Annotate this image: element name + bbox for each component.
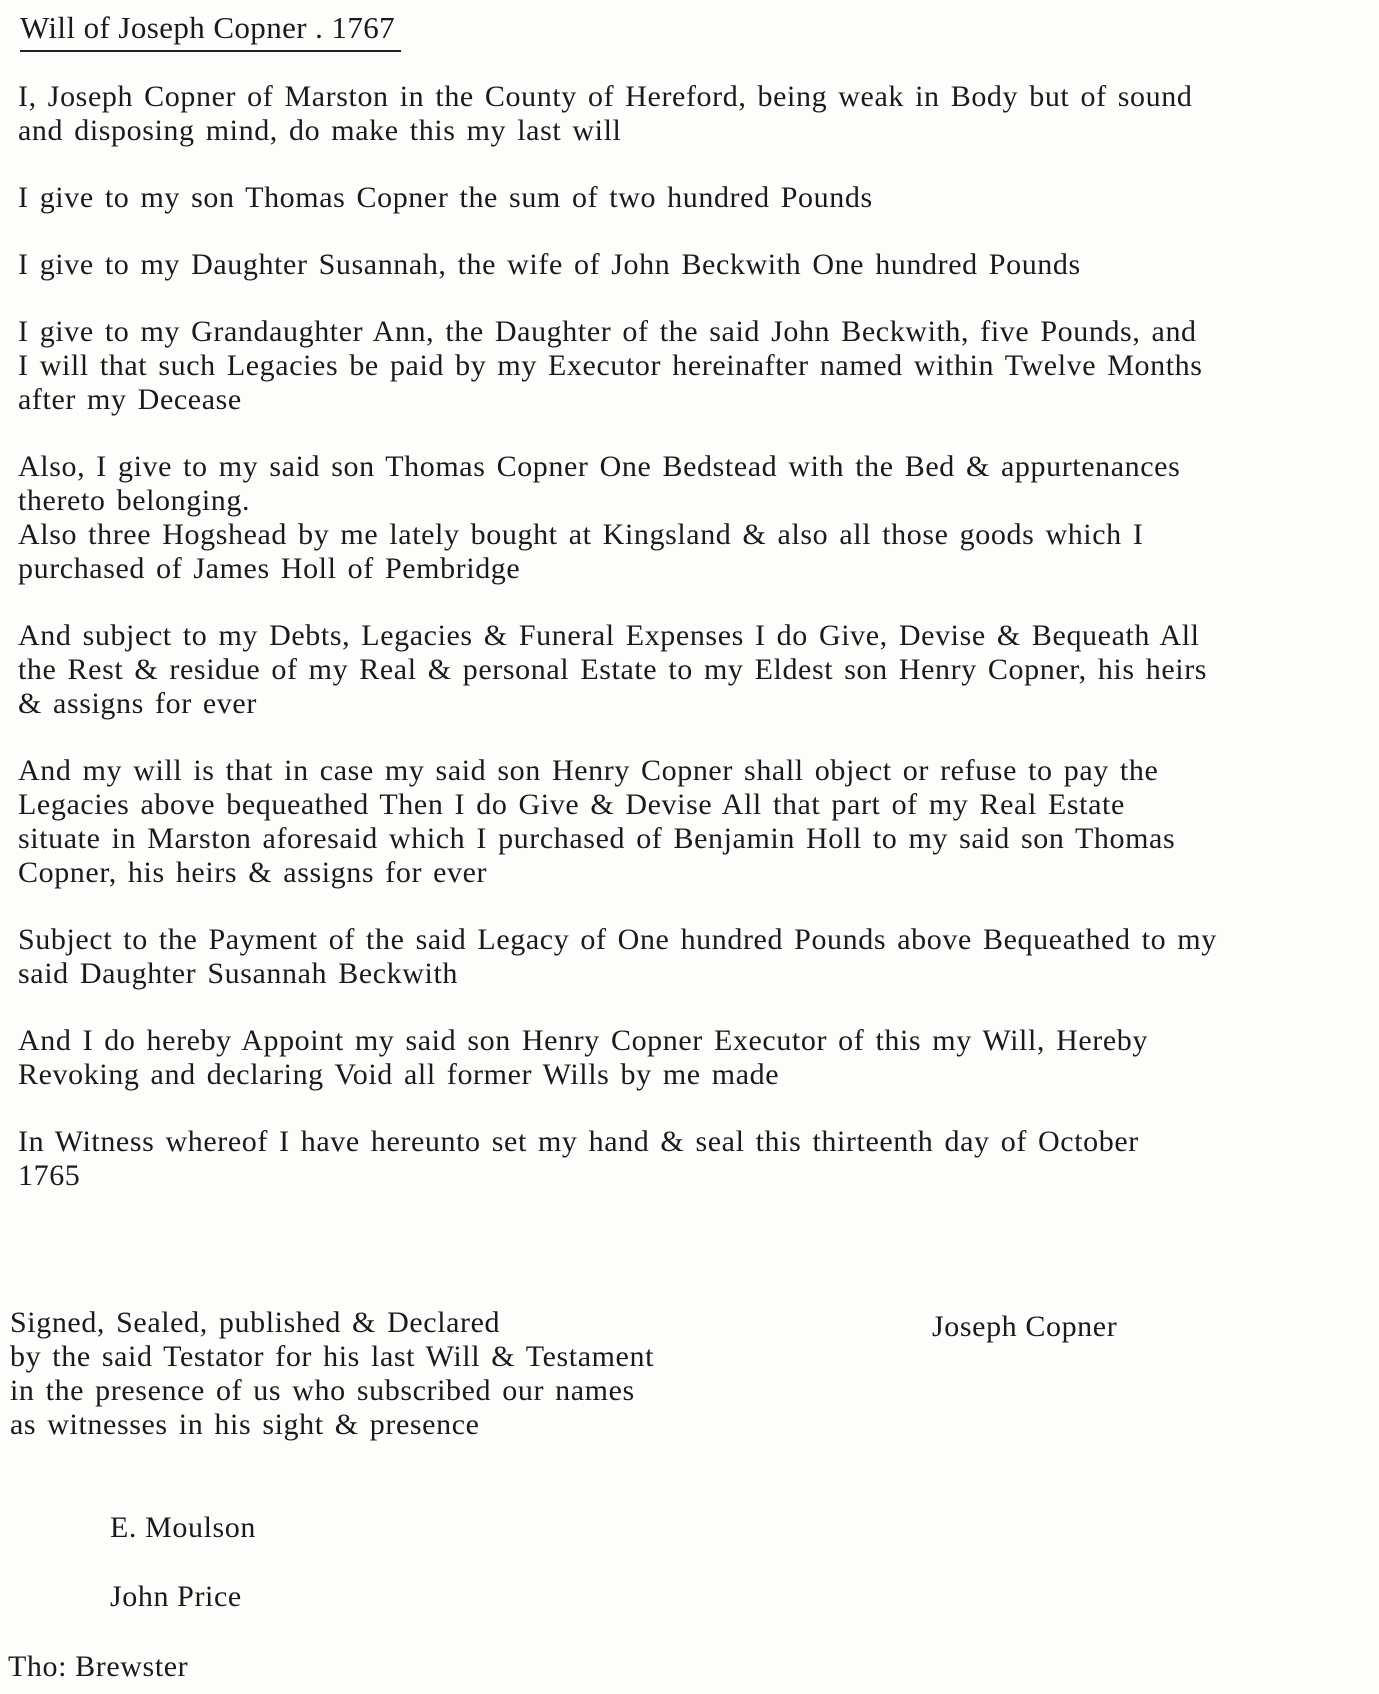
text-line: And my will is that in case my said son Henry Copner shall object or refuse to pay the [18,754,1159,787]
testator-signature: Joseph Copner [932,1310,1118,1343]
will-body [18,80,1363,1226]
paragraph-opening [18,80,1363,148]
text-line: said Daughter Susannah Beckwith [18,957,459,990]
text-line: thereto belonging. [18,484,251,517]
text-line: in the presence of us who subscribed our names [10,1374,635,1407]
paragraph-bequest-ann [18,315,1363,417]
text-line: I, Joseph Copner of Marston in the County of Hereford, being weak in Body but of sound [18,80,1193,113]
witness-name: E. Moulson [110,1511,257,1544]
paragraph-bequest-susannah [18,248,1363,282]
text-line: Legacies above bequeathed Then I do Give & Devise All that part of my Real Estate [18,788,1125,821]
witness-name: Tho: Brewster [8,1650,189,1683]
text-line: and disposing mind, do make this my last will [18,114,622,147]
paragraph-bedstead-hogshead [18,450,1363,586]
text-line: I give to my son Thomas Copner the sum of two hundred Pounds [18,181,873,214]
paragraph-witness-clause [18,1125,1363,1193]
text-line: purchased of James Holl of Pembridge [18,552,521,585]
text-line: 1765 [18,1159,81,1192]
text-line: Also, I give to my said son Thomas Copner One Bedstead with the Bed & appurtenances [18,450,1181,483]
text-line: situate in Marston aforesaid which I purchased of Benjamin Holl to my said son Thomas [18,822,1176,855]
text-line: In Witness whereof I have hereunto set my hand & seal this thirteenth day of October [18,1125,1139,1158]
text-line: as witnesses in his sight & presence [10,1408,480,1441]
text-line: Signed, Sealed, published & Declared [10,1306,501,1339]
paragraph-executor [18,1024,1363,1092]
text-line: Revoking and declaring Void all former Wills by me made [18,1058,780,1091]
text-line: I give to my Daughter Susannah, the wife of John Beckwith One hundred Pounds [18,248,1081,281]
text-line: & assigns for ever [18,687,257,720]
paragraph-subject-to-payment [18,923,1363,991]
text-line: after my Decease [18,383,242,416]
text-line: I will that such Legacies be paid by my Executor hereinafter named within Twelve Months [18,349,1203,382]
text-line: the Rest & residue of my Real & personal Estate to my Eldest son Henry Copner, his heirs [18,653,1208,686]
attestation-clause [10,1306,654,1442]
text-line: Also three Hogshead by me lately bought at Kingsland & also all those goods which I [18,518,1144,551]
text-line: I give to my Grandaughter Ann, the Daughter of the said John Beckwith, five Pounds, and [18,315,1197,348]
text-line: by the said Testator for his last Will & Testament [10,1340,655,1373]
document-title: Will of Joseph Copner . 1767 [20,6,401,52]
text-line: And subject to my Debts, Legacies & Funeral Expenses I do Give, Devise & Bequeath All [18,619,1200,652]
paragraph-refusal-clause [18,754,1363,890]
text-line: Subject to the Payment of the said Legacy of One hundred Pounds above Bequeathed to my [18,923,1217,956]
witness-name: John Price [110,1580,242,1613]
paragraph-bequest-thomas [18,181,1363,215]
text-line: Copner, his heirs & assigns for ever [18,856,488,889]
text-line: And I do hereby Appoint my said son Henry Copner Executor of this my Will, Hereby [18,1024,1148,1057]
paragraph-residue [18,619,1363,721]
